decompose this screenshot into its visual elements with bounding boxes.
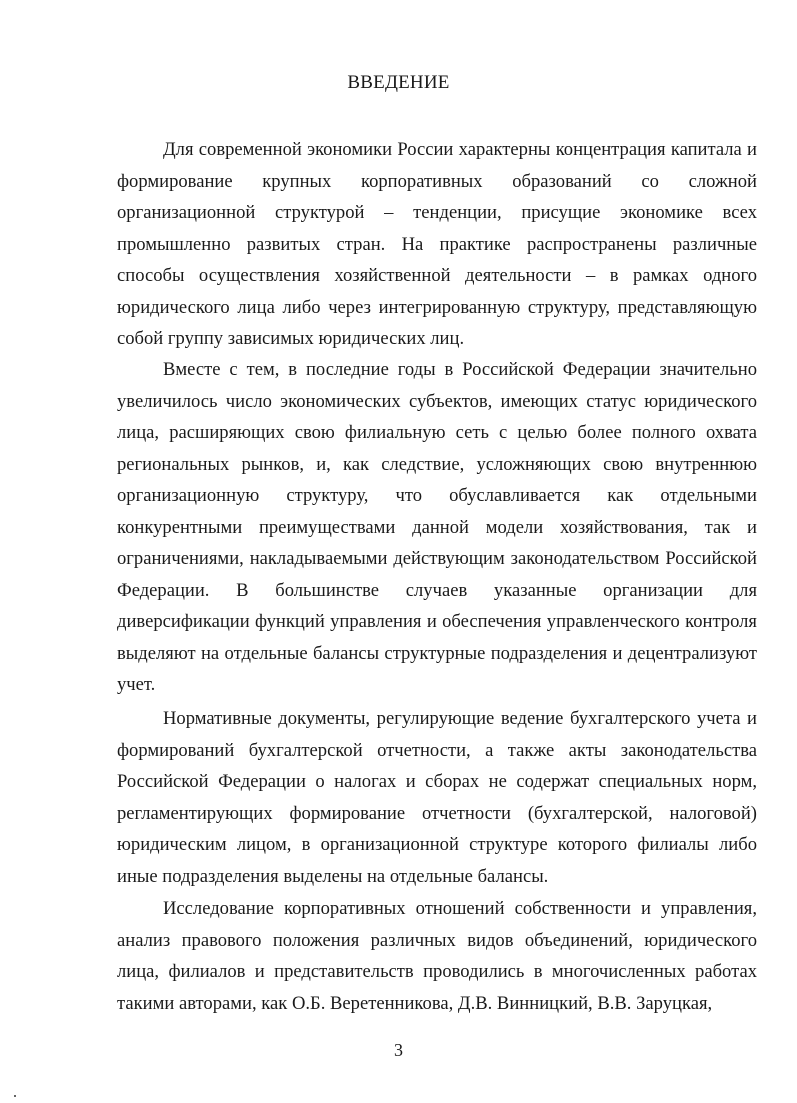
paragraph-1: Для современной экономики России характерны концентрация капитала и формирование крупных корпоративных образований со сложной организационной структурой – тенденции, присущие экономике всех промышленно развитых стран. На практике распространены различные способы осуществления хозяйственной деятельности – в рамках одного юридического лица либо через интегрированную структуру, представляющую собой группу зависимых юридических лиц. bbox=[117, 139, 757, 349]
section-title: ВВЕДЕНИЕ bbox=[347, 72, 450, 93]
page-number: 3 bbox=[394, 1040, 403, 1060]
paragraph-3: Нормативные документы, регулирующие ведение бухгалтерского учета и формирований бухгалтерской отчетности, а также акты законодательства Российской Федерации о налогах и сборах не содержат специальных норм, регламентирующих формирование отчетности (бухгалтерской, налоговой) юридическим лицом, в организационной структуре которого филиалы либо иные подразделения выделены на отдельные балансы. bbox=[117, 708, 757, 887]
paragraph-4: Исследование корпоративных отношений собственности и управления, анализ правового положения различных видов объединений, юридического лица, филиалов и представительств проводились в многочисленных работах такими авторами, как О.Б. Веретенникова, Д.В. Винницкий, В.В. Заруцкая, bbox=[117, 898, 757, 1014]
paragraph-2: Вместе с тем, в последние годы в Российской Федерации значительно увеличилось число экономических субъектов, имеющих статус юридического лица, расширяющих свою филиальную сеть с целью более полного охвата региональных рынков, и, как следствие, усложняющих свою внутреннюю организационную структуру, что обуславливается как отдельными конкурентными преимуществами данной модели хозяйствования, так и ограничениями, накладываемыми действующим законодательством Российской Федерации. В большинстве случаев указанные организации для диверсификации функций управления и обеспечения управленческого контроля выделяют на отдельные балансы структурные подразделения и децентрализуют учет. bbox=[117, 359, 757, 695]
scan-speck bbox=[14, 1095, 16, 1097]
